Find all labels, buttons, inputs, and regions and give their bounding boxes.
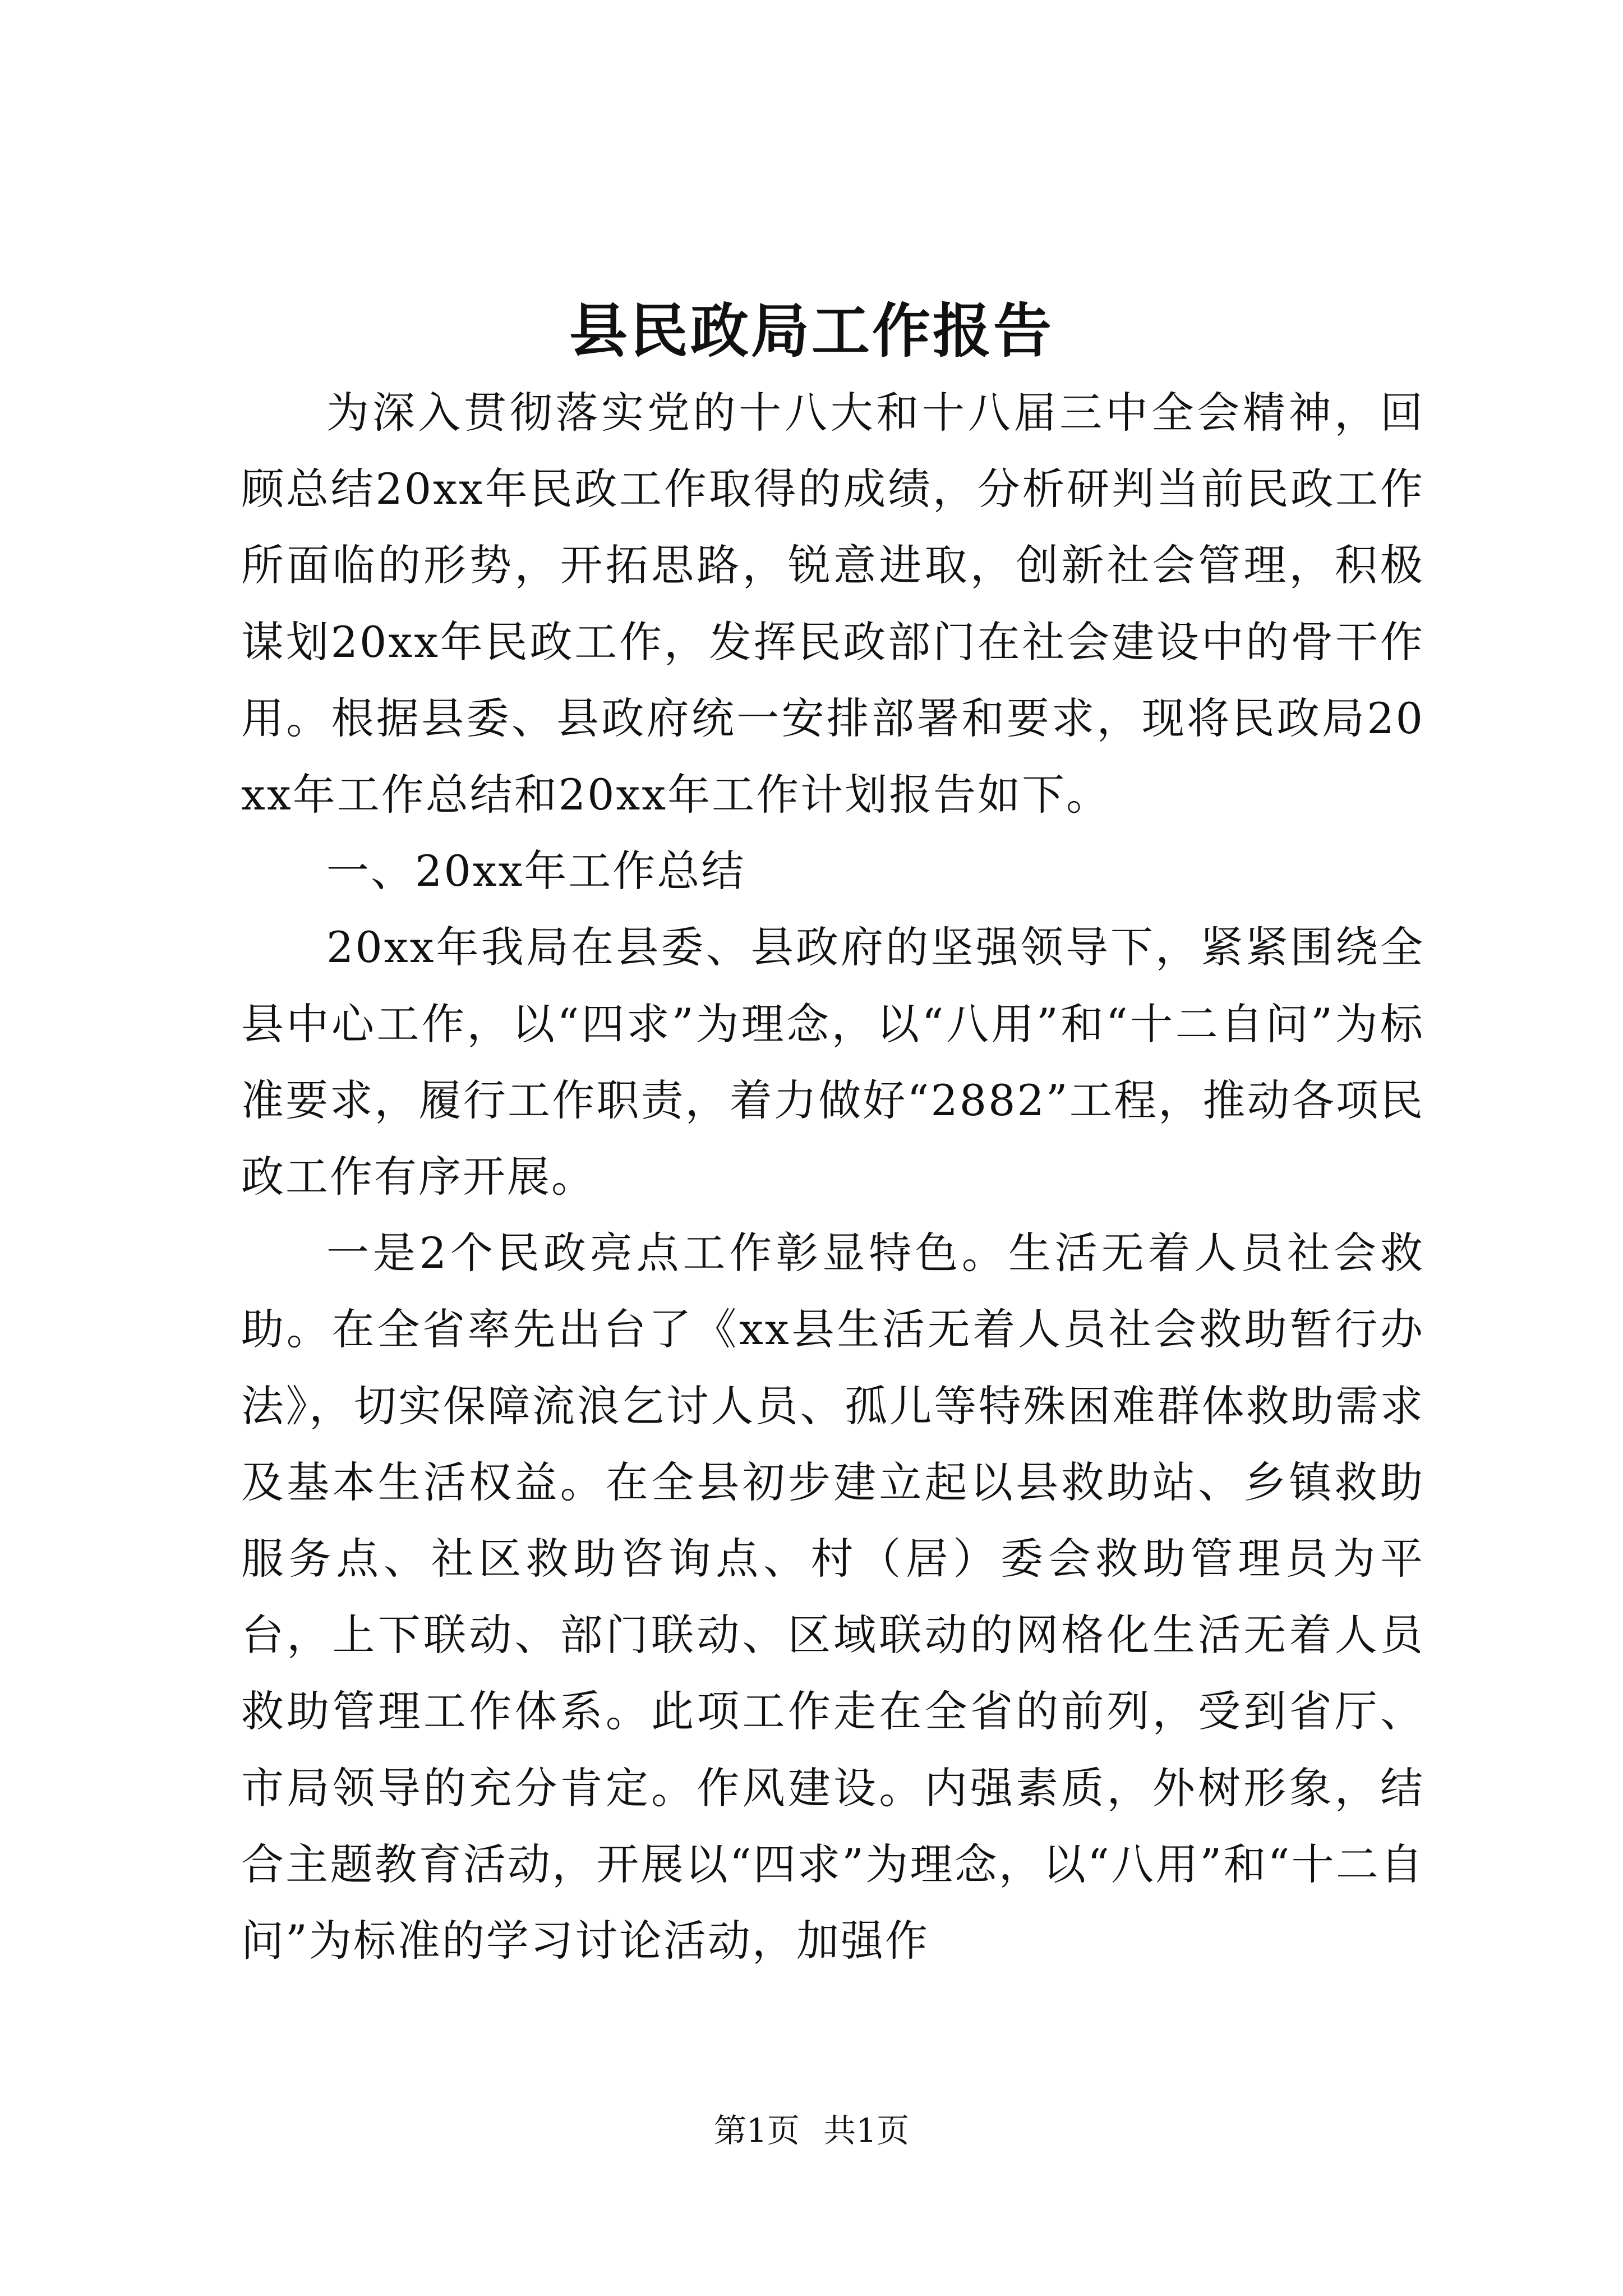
section-heading: 一、20xx年工作总结	[326, 846, 746, 896]
paragraph-intro: 为深入贯彻落实党的十八大和十八届三中全会精神，回顾总结20xx年民政工作取得的成绩，分析研判当前民政工作所面临的形势，开拓思路，锐意进取，创新社会管理，积极谋划20xx年民政工作，发挥民政部门在社会建设中的骨干作用。根据县委、县政府统一安排部署和要求，现将民政局20xx年工作总结和20xx年工作计划报告如下。	[241, 388, 1424, 820]
page-total: 共1页	[823, 2111, 910, 2150]
page-footer	[0, 2108, 1623, 2153]
document-body	[241, 375, 1424, 1979]
paragraph-highlights: 一是2个民政亮点工作彰显特色。生活无着人员社会救助。在全省率先出台了《xx县生活无着人员社会救助暂行办法》，切实保障流浪乞讨人员、孤儿等特殊困难群体救助需求及基本生活权益。在全县初步建立起以县救助站、乡镇救助服务点、社区救助咨询点、村（居）委会救助管理员为平台，上下联动、部门联动、区域联动的网格化生活无着人员救助管理工作体系。此项工作走在全省的前列，受到省厅、市局领导的充分肯定。作风建设。内强素质，外树形象，结合主题教育活动，开展以“四求”为理念，以“八用”和“十二自问”为标准的学习讨论活动，加强作	[241, 1228, 1424, 1966]
page-number: 第1页	[713, 2111, 800, 2150]
document-title: 县民政局工作报告	[569, 296, 1054, 365]
paragraph-summary: 20xx年我局在县委、县政府的坚强领导下，紧紧围绕全县中心工作，以“四求”为理念，以“八用”和“十二自问”为标准要求，履行工作职责，着力做好“2882”工程，推动各项民政工作有序开展。	[241, 922, 1424, 1202]
